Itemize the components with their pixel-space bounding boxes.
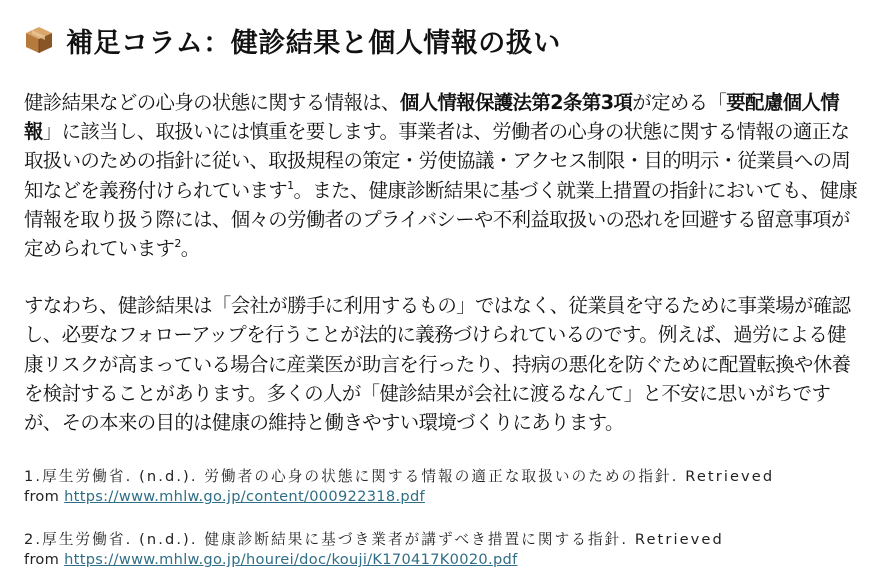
paragraph1-text-3: 」に該当し、取扱いには慎重を要します。事業者は、労働者の心身の状態に関する情報の適正な取扱いのための指針に従い、取扱規程の策定・労使協議・アクセス制限・目的明示・従業員への周知などを義務付けられています	[24, 120, 851, 202]
footnote-marker-1: 1	[287, 178, 294, 192]
reference-2-from-label: from	[24, 551, 60, 569]
paragraph1-text-5: 。	[180, 237, 200, 261]
footnote-marker-2: 2	[174, 237, 181, 251]
reference-1-from-label: from	[24, 488, 60, 506]
reference-1-from	[24, 487, 864, 507]
paragraph1-text-2: が定める「	[632, 91, 727, 114]
reference-1	[24, 467, 864, 507]
paragraph1-text-4: 。また、健康診断結果に基づく就業上措置の指針においても、健康情報を取り扱う際には、個々の労働者のプライバシーや不利益取扱いの恐れを回避する留意事項が定められています	[24, 178, 858, 261]
paragraph1-text-1: 健診結果などの心身の状態に関する情報は、	[24, 91, 400, 114]
reference-1-citation: 1.厚生労働省. (n.d.). 労働者の心身の状態に関する情報の適正な取扱いのための指針. Retrieved	[24, 468, 775, 486]
paragraph1-bold-sensitive-info: 要配慮個人情報	[24, 91, 839, 144]
reference-2	[24, 530, 864, 570]
column-page	[24, 18, 864, 570]
paragraph-privacy-law	[24, 88, 864, 263]
reference-2-citation: 2.厚生労働省. (n.d.). 健康診断結果に基づき業者が講ずべき措置に関する指針. Retrieved	[24, 531, 724, 549]
reference-2-link[interactable]: https://www.mhlw.go.jp/hourei/doc/kouji/K170417K0020.pdf	[64, 551, 518, 569]
package-box-icon	[24, 26, 54, 54]
page-title: 補足コラム：健診結果と個人情報の扱い	[66, 27, 561, 59]
paragraph-purpose: すなわち、健診結果は「会社が勝手に利用するもの」ではなく、従業員を守るために事業場が確認し、必要なフォローアップを行うことが法的に義務づけられているのです。例えば、過労による健康リスクが高まっている場合に産業医が助言を行ったり、持病の悪化を防ぐために配置転換や休養を検討することがあります。多くの人が「健診結果が会社に渡るなんて」と不安に思いがちですが、その本来の目的は健康の維持と働きやすい環境づくりにあります。	[24, 294, 851, 435]
reference-1-link[interactable]: https://www.mhlw.go.jp/content/000922318.pdf	[64, 488, 425, 506]
paragraph1-bold-law: 個人情報保護法第2条第3項	[399, 91, 633, 114]
reference-2-from	[24, 550, 864, 570]
title-row	[24, 18, 864, 62]
